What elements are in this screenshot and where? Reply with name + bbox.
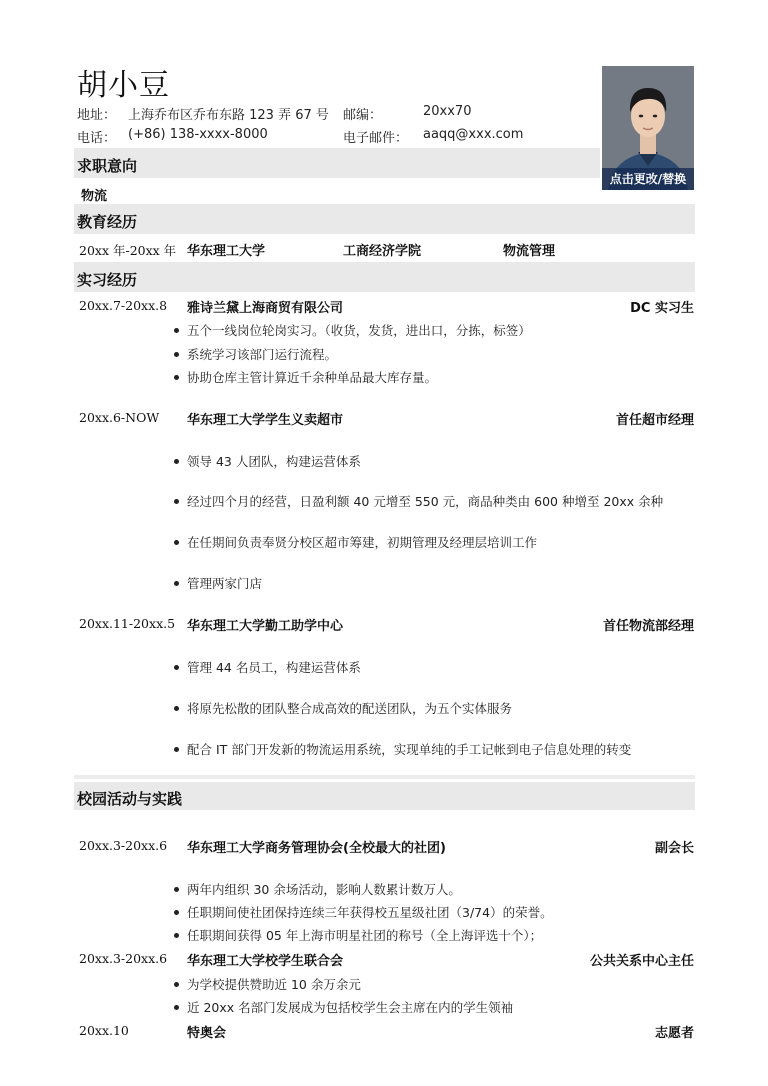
profile-photo[interactable]: [602, 66, 694, 190]
education-school: 华东理工大学: [187, 244, 266, 259]
section-divider: [74, 775, 695, 779]
internship-role: 首任超市经理: [615, 413, 694, 428]
campus-org: 华东理工大学校学生联合会: [187, 954, 344, 969]
list-item: 在任期间负责奉贤分校区超市筹建，初期管理及经理层培训工作: [174, 533, 537, 551]
education-college: 工商经济学院: [343, 244, 422, 259]
campus-date: 20xx.3-20xx.6: [79, 951, 168, 966]
list-item: 配合 IT 部门开发新的物流运用系统，实现单纯的手工记帐到电子信息处理的转变: [174, 740, 631, 758]
list-item: 管理两家门店: [174, 574, 262, 592]
education-section-bar: [74, 204, 695, 234]
internship-org: 华东理工大学学生义卖超市: [187, 413, 344, 428]
campus-role: 公共关系中心主任: [589, 954, 694, 969]
address-value: 上海乔布区乔布东路 123 弄 67 号: [128, 108, 329, 123]
intent-section-bar: [74, 148, 600, 178]
change-photo-button[interactable]: 点击更改/替换: [602, 168, 694, 190]
list-item: 经过四个月的经营，日盈利额 40 元增至 550 元，商品种类由 600 种增至 20xx 余种: [174, 492, 663, 510]
campus-role: 志愿者: [654, 1026, 694, 1041]
postal-label: 邮编：: [343, 108, 383, 123]
list-item: 任职期间获得 05 年上海市明星社团的称号（全上海评选十个）；: [174, 926, 542, 944]
phone-value: (+86) 138-xxxx-8000: [128, 127, 268, 142]
list-item: 系统学习该部门运行流程。: [174, 345, 337, 363]
list-item: 协助仓库主管计算近千余种单品最大库存量。: [174, 368, 437, 386]
internship-role: 首任物流部经理: [602, 619, 694, 634]
campus-role: 副会长: [654, 841, 694, 856]
education-section-title: 教育经历: [77, 213, 138, 231]
campus-org: 华东理工大学商务管理协会(全校最大的社团): [187, 841, 446, 856]
internship-section-bar: [74, 262, 695, 292]
campus-date: 20xx.3-20xx.6: [79, 838, 168, 853]
education-date: 20xx 年-20xx 年: [79, 243, 177, 258]
address-label: 地址：: [77, 108, 117, 123]
list-item: 任职期间使社团保持连续三年获得校五星级社团（3/74）的荣誉。: [174, 903, 553, 921]
intent-section-title: 求职意向: [77, 157, 138, 175]
list-item: 将原先松散的团队整合成高效的配送团队，为五个实体服务: [174, 699, 512, 717]
list-item: 为学校提供赞助近 10 余万余元: [174, 975, 361, 993]
internship-role: DC 实习生: [630, 301, 694, 316]
education-major: 物流管理: [503, 244, 556, 259]
campus-org: 特奥会: [187, 1026, 227, 1041]
intent-value: 物流: [81, 189, 108, 204]
internship-date: 20xx.7-20xx.8: [79, 298, 168, 313]
campus-date: 20xx.10: [79, 1023, 129, 1038]
campus-section-title: 校园活动与实践: [77, 790, 183, 808]
list-item: 领导 43 人团队，构建运营体系: [174, 452, 361, 470]
list-item: 两年内组织 30 余场活动，影响人数累计数万人。: [174, 880, 461, 898]
list-item: 五个一线岗位轮岗实习。（收货，发货，进出口，分拣，标签）: [174, 321, 531, 339]
candidate-name: 胡小豆: [77, 68, 170, 103]
list-item: 管理 44 名员工，构建运营体系: [174, 658, 361, 676]
postal-value: 20xx70: [423, 104, 472, 119]
phone-label: 电话：: [77, 131, 117, 146]
internship-date: 20xx.11-20xx.5: [79, 616, 176, 631]
internship-org: 雅诗兰黛上海商贸有限公司: [187, 301, 344, 316]
list-item: 近 20xx 名部门发展成为包括校学生会主席在内的学生领袖: [174, 998, 513, 1016]
internship-org: 华东理工大学勤工助学中心: [187, 619, 344, 634]
internship-section-title: 实习经历: [77, 271, 138, 289]
email-value: aaqq@xxx.com: [423, 127, 524, 142]
email-label: 电子邮件：: [343, 131, 409, 146]
internship-date: 20xx.6-NOW: [79, 410, 160, 425]
